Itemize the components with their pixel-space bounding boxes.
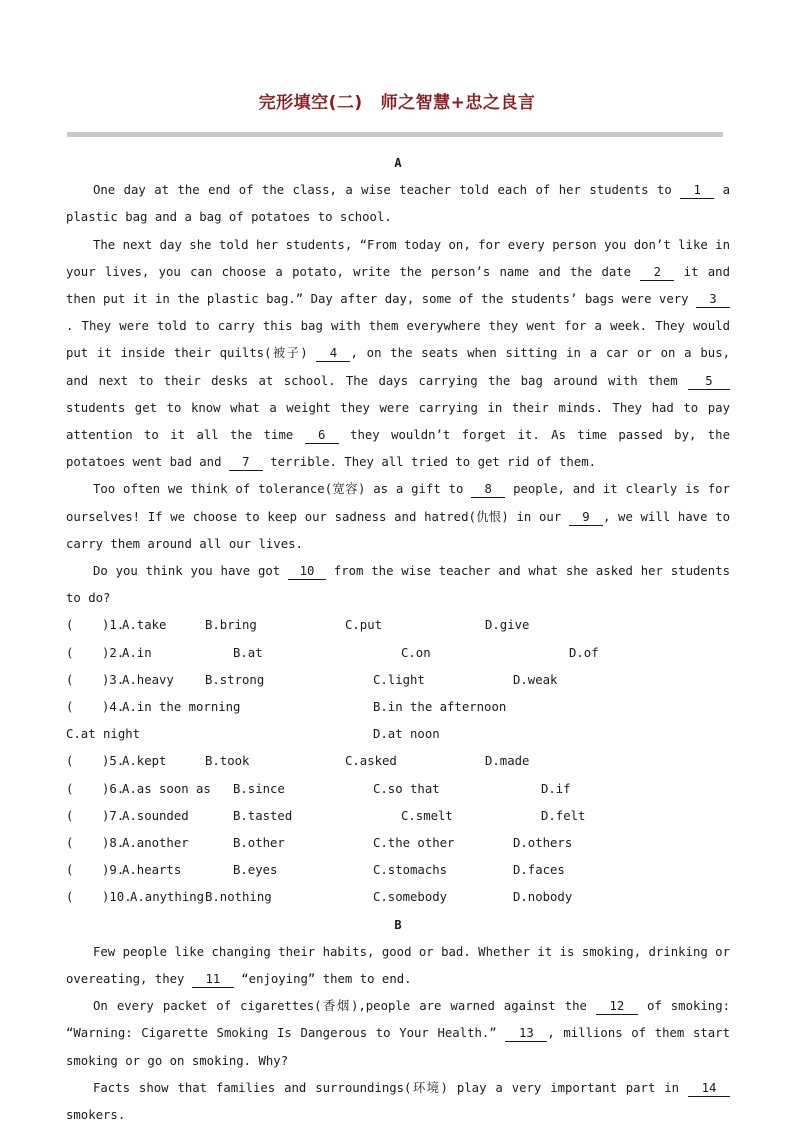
answer-paren[interactable]: ( xyxy=(66,645,74,660)
option-a[interactable]: A.sounded xyxy=(122,808,189,823)
answer-paren[interactable]: ( xyxy=(66,754,74,769)
option-d[interactable]: D.at noon xyxy=(373,727,440,742)
question-number: )9. xyxy=(102,863,125,878)
blank-11[interactable]: 11 xyxy=(192,971,234,988)
question-number: )7. xyxy=(102,808,125,823)
option-c[interactable]: C.so that xyxy=(373,781,440,796)
answer-paren[interactable]: ( xyxy=(66,672,74,687)
option-c[interactable]: C.on xyxy=(401,645,431,660)
option-b[interactable]: B.nothing xyxy=(205,890,272,905)
question-6-options xyxy=(66,776,730,803)
option-b[interactable]: B.took xyxy=(205,754,250,769)
option-b[interactable]: B.since xyxy=(233,781,285,796)
option-a[interactable]: A.kept xyxy=(122,754,167,769)
passage-b-paragraph-2: On every packet of cigarettes(香烟),people are warned against the 12 of smoking: “Warning: Cigarette Smoking Is Dangerous to Your Health.” 13 , millions of them start smoking or go on smoking. Why? xyxy=(66,999,730,1068)
option-d[interactable]: D.weak xyxy=(513,672,558,687)
option-a[interactable]: A.hearts xyxy=(122,863,182,878)
option-b[interactable]: B.strong xyxy=(205,672,265,687)
title-divider xyxy=(67,132,723,137)
option-a[interactable]: A.in xyxy=(122,645,152,660)
answer-paren[interactable]: ( xyxy=(66,808,74,823)
blank-4[interactable]: 4 xyxy=(316,345,350,362)
blank-12[interactable]: 12 xyxy=(596,998,638,1015)
option-c[interactable]: C.stomachs xyxy=(373,863,448,878)
question-number: )5. xyxy=(102,754,125,769)
option-d[interactable]: D.faces xyxy=(513,863,565,878)
question-10-options xyxy=(66,884,730,911)
option-b[interactable]: B.at xyxy=(233,645,263,660)
answer-paren[interactable]: ( xyxy=(66,781,74,796)
worksheet-body xyxy=(66,150,730,1129)
option-d[interactable]: D.felt xyxy=(541,808,586,823)
option-c[interactable]: C.somebody xyxy=(373,890,448,905)
option-a[interactable]: A.as soon as xyxy=(122,781,211,796)
answer-paren[interactable]: ( xyxy=(66,618,74,633)
blank-13[interactable]: 13 xyxy=(505,1025,547,1042)
passage-a-paragraph-4: Do you think you have got 10 from the wise teacher and what she asked her students to do? xyxy=(66,564,730,606)
question-9-options xyxy=(66,857,730,884)
question-8-options xyxy=(66,830,730,857)
option-c[interactable]: C.light xyxy=(373,672,425,687)
blank-9[interactable]: 9 xyxy=(569,509,603,526)
option-d[interactable]: D.nobody xyxy=(513,890,573,905)
option-a[interactable]: A.in the morning xyxy=(122,700,241,715)
blank-1[interactable]: 1 xyxy=(680,182,714,199)
answer-paren[interactable]: ( xyxy=(66,863,74,878)
blank-6[interactable]: 6 xyxy=(305,427,339,444)
passage-b-paragraph-1: Few people like changing their habits, good or bad. Whether it is smoking, drinking or overeating, they 11 “enjoying” them to end. xyxy=(66,944,730,986)
blank-8[interactable]: 8 xyxy=(471,481,505,498)
blank-14[interactable]: 14 xyxy=(688,1080,730,1097)
passage-a-paragraph-3: Too often we think of tolerance(宽容) as a gift to 8 people, and it clearly is for ourselves! If we choose to keep our sadness and hatred(仇恨) in our 9 , we will have to carry them around all our lives. xyxy=(66,482,730,551)
option-c[interactable]: C.put xyxy=(345,618,383,633)
blank-7[interactable]: 7 xyxy=(229,454,263,471)
option-b[interactable]: B.bring xyxy=(205,618,257,633)
answer-paren[interactable]: ( xyxy=(66,890,74,905)
question-5-options xyxy=(66,748,730,775)
option-b[interactable]: B.other xyxy=(233,835,285,850)
option-c[interactable]: C.the other xyxy=(373,835,455,850)
blank-10[interactable]: 10 xyxy=(288,563,326,580)
title-right: 师之智慧+忠之良言 xyxy=(380,93,536,113)
question-4-options xyxy=(66,694,730,721)
option-d[interactable]: D.made xyxy=(485,754,530,769)
question-1-options xyxy=(66,612,730,639)
question-7-options xyxy=(66,803,730,830)
option-a[interactable]: A.take xyxy=(122,618,167,633)
question-number: )1. xyxy=(102,618,125,633)
option-b[interactable]: B.eyes xyxy=(233,863,278,878)
answer-paren[interactable]: ( xyxy=(66,835,74,850)
question-number: )4. xyxy=(102,700,125,715)
question-number: )10. xyxy=(102,890,132,905)
section-b-label: B xyxy=(394,917,402,932)
title-left: 完形填空(二) xyxy=(258,93,363,113)
question-number: )2. xyxy=(102,645,125,660)
question-3-options xyxy=(66,667,730,694)
question-number: )3. xyxy=(102,672,125,687)
blank-3[interactable]: 3 xyxy=(696,291,730,308)
option-c[interactable]: C.at night xyxy=(66,727,141,742)
option-d[interactable]: D.others xyxy=(513,835,573,850)
passage-a-paragraph-1: One day at the end of the class, a wise teacher told each of her students to 1 a plastic bag and a bag of potatoes to school. xyxy=(66,183,731,225)
question-2-options xyxy=(66,640,730,667)
question-4-options-cont xyxy=(66,721,730,748)
option-a[interactable]: A.heavy xyxy=(122,672,174,687)
answer-paren[interactable]: ( xyxy=(66,700,74,715)
section-a-label: A xyxy=(394,156,402,170)
option-d[interactable]: D.give xyxy=(485,618,530,633)
option-d[interactable]: D.of xyxy=(569,645,599,660)
option-b[interactable]: B.in the afternoon xyxy=(373,700,507,715)
passage-a-paragraph-2: The next day she told her students, “From today on, for every person you don’t like in your lives, you can choose a potato, write the person’s name and the date 2 it and then put it in the plastic bag.” Day after day, some of the students’ bags were very 3. They were told to carry this bag with them everywhere they went for a week. They would put it inside their quilts(被子) 4 , on the seats when sitting in a car or on a bus, and next to their desks at school. The days carrying the bag around with them 5 students get to know what a weight they were carrying in their minds. They had to pay attention to it all the time 6 they wouldn’t forget it. As time passed by, the potatoes went bad and 7 terrible. They all tried to get rid of them. xyxy=(66,237,730,470)
option-c[interactable]: C.smelt xyxy=(401,808,453,823)
option-a[interactable]: A.another xyxy=(122,835,189,850)
option-a[interactable]: A.anything xyxy=(130,890,205,905)
question-number: )8. xyxy=(102,835,125,850)
page-title xyxy=(0,88,794,113)
passage-b-paragraph-3: Facts show that families and surroundings(环境) play a very important part in 14 smokers. xyxy=(66,1075,730,1129)
blank-5[interactable]: 5 xyxy=(688,373,730,390)
option-b[interactable]: B.tasted xyxy=(233,808,293,823)
blank-2[interactable]: 2 xyxy=(640,264,674,281)
option-c[interactable]: C.asked xyxy=(345,754,397,769)
option-d[interactable]: D.if xyxy=(541,781,571,796)
question-number: )6. xyxy=(102,781,125,796)
